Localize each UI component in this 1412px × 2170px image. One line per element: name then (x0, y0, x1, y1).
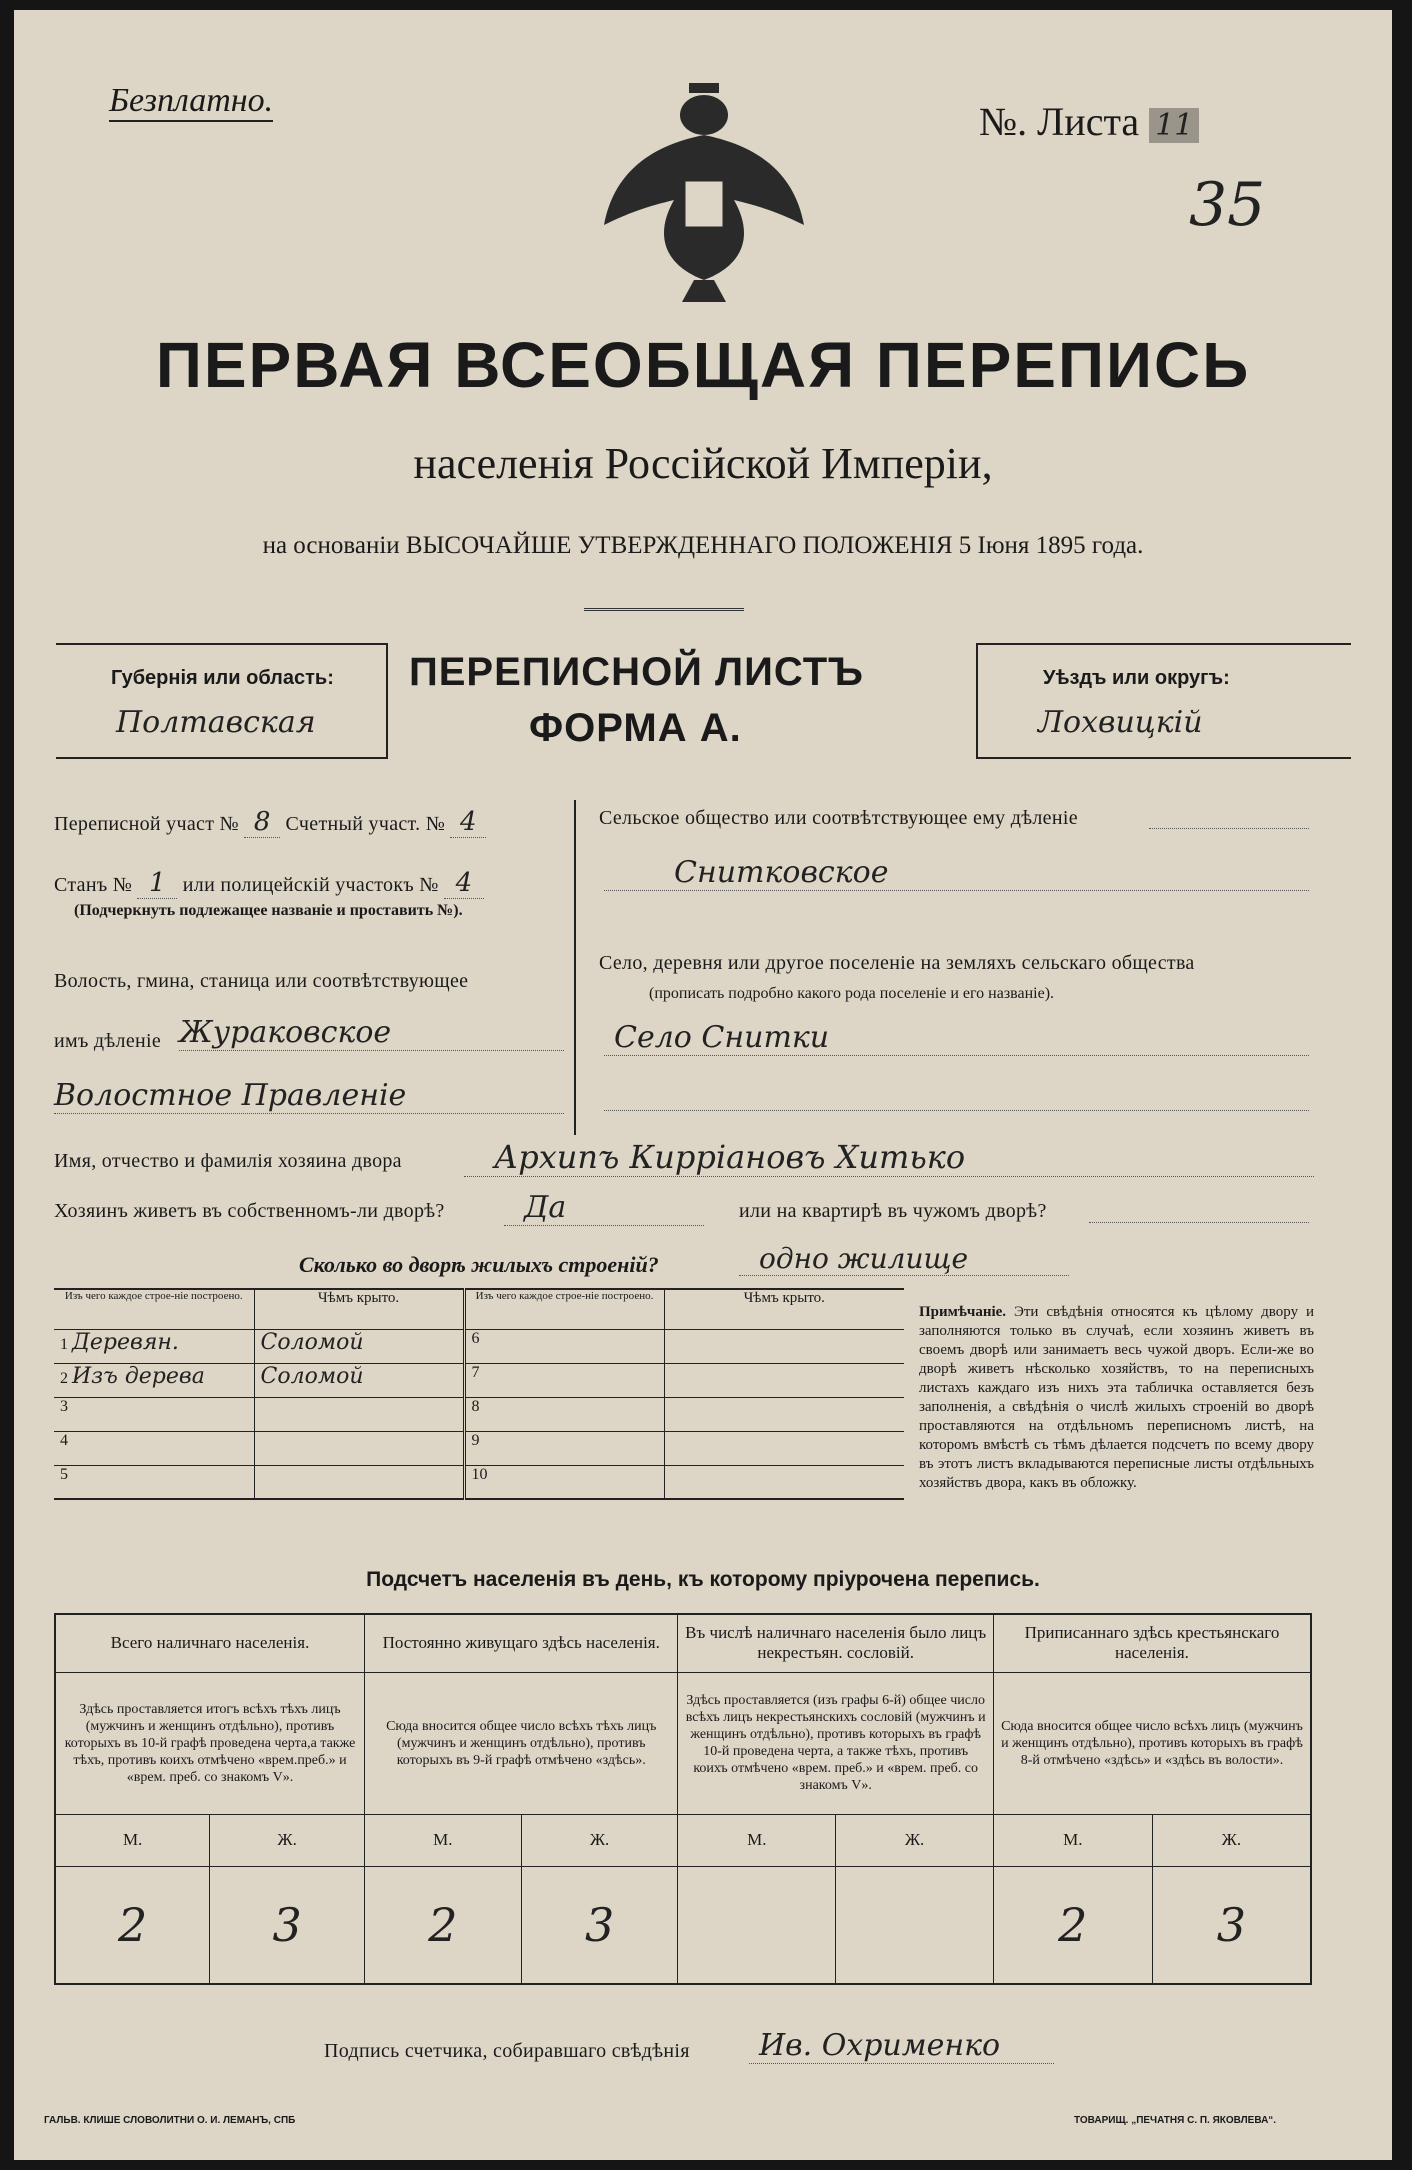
row-7-material (464, 1363, 664, 1397)
peasant-m-value: 2 (993, 1866, 1152, 1984)
schetny-value: 4 (450, 807, 486, 838)
row-4-material (54, 1431, 254, 1465)
village-label: Село, деревня или другое поселеніе на земляхъ сельскаго общества (599, 952, 1195, 974)
uezd-box (976, 643, 1351, 759)
society-value: Снитковское (604, 855, 1309, 891)
signature-label: Подпись счетчика, собиравшаго свѣдѣнія (324, 2040, 690, 2062)
owner-label: Имя, отчество и фамилія хозяина двора (54, 1150, 402, 1172)
table-row (54, 1329, 904, 1363)
total-m-value: 2 (55, 1866, 210, 1984)
material-value: Изъ дерева (72, 1363, 205, 1389)
row-3-material (54, 1397, 254, 1431)
uezd-label: Уѣздъ или округъ: (1043, 667, 1230, 689)
stan-label: Станъ № (54, 874, 133, 896)
row-number: 9 (471, 1431, 480, 1449)
note-block (919, 1303, 1314, 1493)
row-number: 6 (471, 1329, 480, 1347)
row-number: 7 (471, 1363, 480, 1381)
buildings-value: одно жилище (739, 1242, 1069, 1276)
underline-note: (Подчеркнуть подлежащее названіе и проставить №). (74, 902, 463, 919)
free-label: Безплатно. (109, 82, 273, 122)
pop-head-permanent: Постоянно живущаго здѣсь населенія. (365, 1614, 678, 1672)
row-number: 8 (471, 1397, 480, 1415)
own-yard-label: Хозяинъ живетъ въ собственномъ-ли дворѣ? (54, 1200, 445, 1222)
row-3-roof (254, 1397, 464, 1431)
row-9-roof (664, 1431, 904, 1465)
row-10-material (464, 1465, 664, 1499)
fields-divider (574, 800, 576, 1135)
row-9-material (464, 1431, 664, 1465)
row-8-roof (664, 1397, 904, 1431)
sheet-number-label: №. Листа (979, 99, 1140, 144)
census-subtitle: населенія Россійской Имперіи, (413, 439, 993, 488)
ornament-divider (584, 608, 744, 611)
volost-label-2: имъ дѣленіе (54, 1030, 162, 1052)
sheet-number-value: 11 (1149, 108, 1199, 143)
row-2-material (54, 1363, 254, 1397)
zh-label: Ж. (836, 1814, 994, 1866)
signature-value: Ив. Охрименко (749, 2028, 1054, 2064)
row-number: 4 (60, 1431, 68, 1449)
stan-value: 1 (137, 868, 177, 899)
material-value: Деревян. (72, 1329, 179, 1355)
row-number: 3 (60, 1397, 68, 1415)
permanent-m-value: 2 (365, 1866, 522, 1984)
m-label: М. (55, 1814, 210, 1866)
buildings-label: Сколько во дворѣ жилыхъ строеній? (299, 1252, 659, 1277)
uezd-value: Лохвицкій (1038, 705, 1203, 740)
imperial-eagle-icon (594, 75, 814, 305)
schetny-label: Счетный участ. № (285, 813, 446, 835)
printer-left: ГАЛЬВ. КЛИШЕ СЛОВОЛИТНИ О. И. ЛЕМАНЪ, СПБ (44, 2115, 296, 2126)
police-value: 4 (444, 868, 484, 899)
note-text: Эти свѣдѣнія относятся къ цѣлому двору и заполняются только въ случаѣ, если хозяинъ живетъ въ своемъ дворѣ или занимаетъ весь чужой дворъ. Если-же во дворѣ живетъ нѣсколько хозяйствъ, то на переписныхъ листахъ каждаго изъ нихъ эта табличка оставляется безъ заполненія, а свѣдѣнія о числѣ жилыхъ строеній во дворѣ проставляются на отдѣльномъ переписномъ листѣ, на которомъ вмѣстѣ съ тѣмъ дѣлается подсчетъ по всему двору въ этотъ листъ вкладываются переписные листы отдѣльныхъ хозяйствъ двора, какъ въ обложку. (919, 1304, 1314, 1491)
table-row (54, 1363, 904, 1397)
form-title: ПЕРЕПИСНОЙ ЛИСТЪ (409, 650, 864, 694)
census-basis: на основаніи ВЫСОЧАЙШЕ УТВЕРЖДЕННАГО ПОЛОЖЕНІЯ 5 Іюня 1895 года. (262, 532, 1144, 559)
population-title: Подсчетъ населенія въ день, къ которому пріурочена перепись. (366, 1568, 1040, 1591)
pop-desc-permanent: Сюда вносится общее число всѣхъ тѣхъ лицъ (мужчинъ и женщинъ отдѣльно), противъ которыхъ въ 9-й графѣ отмѣчено «здѣсь». (365, 1672, 678, 1814)
permanent-zh-value: 3 (521, 1866, 678, 1984)
col-roof-right: Чѣмъ крыто. (664, 1289, 904, 1329)
volost-value-2: Волостное Правленіе (54, 1078, 564, 1114)
pop-desc-peasant: Сюда вносится общее число всѣхъ лицъ (мужчинъ и женщинъ отдѣльно), противъ которыхъ въ графѣ 8-й отмѣчено «здѣсь» и «здѣсь въ волости». (993, 1672, 1311, 1814)
zh-label: Ж. (1152, 1814, 1311, 1866)
total-zh-value: 3 (210, 1866, 365, 1984)
own-yard-value: Да (504, 1190, 704, 1226)
zh-label: Ж. (521, 1814, 678, 1866)
row-5-material (54, 1465, 254, 1499)
buildings-table (54, 1288, 904, 1500)
uchastok-value: 8 (244, 807, 280, 838)
volost-label: Волость, гмина, станица или соотвѣтствующее (54, 970, 469, 992)
m-label: М. (365, 1814, 522, 1866)
form-name: ФОРМА А. (529, 706, 742, 750)
col-material-left: Изъ чего каждое строе-ніе построено. (54, 1289, 254, 1329)
col-material-right: Изъ чего каждое строе-ніе построено. (464, 1289, 664, 1329)
row-10-roof (664, 1465, 904, 1499)
gubernia-value: Полтавская (116, 705, 316, 740)
rent-label: или на квартирѣ въ чужомъ дворѣ? (739, 1200, 1047, 1222)
col-roof-left: Чѣмъ крыто. (254, 1289, 464, 1329)
society-label: Сельское общество или соотвѣтствующее ему дѣленіе (599, 807, 1078, 829)
sheet-number (979, 98, 1199, 145)
uchastok-field (54, 807, 486, 838)
owner-value: Архипъ Кирріановъ Хитько (464, 1138, 1314, 1177)
printer-right: ТОВАРИЩ. „ПЕЧАТНЯ С. П. ЯКОВЛЕВА“. (1074, 2115, 1277, 2126)
row-4-roof (254, 1431, 464, 1465)
table-row (54, 1397, 904, 1431)
non-peasant-m-value (678, 1866, 836, 1984)
row-2-roof: Соломой (254, 1363, 464, 1397)
table-row (54, 1431, 904, 1465)
note-title: Примѣчаніе. (919, 1304, 1007, 1320)
society-label-line (1149, 828, 1309, 829)
row-number: 2 (60, 1369, 68, 1387)
row-6-material (464, 1329, 664, 1363)
m-label: М. (678, 1814, 836, 1866)
archive-stamp-number: 35 (1189, 170, 1266, 240)
peasant-zh-value: 3 (1152, 1866, 1311, 1984)
uchastok-label: Переписной участ № (54, 813, 239, 835)
row-number: 10 (471, 1465, 488, 1483)
village-value: Село Снитки (604, 1020, 1309, 1056)
non-peasant-zh-value (836, 1866, 994, 1984)
pop-head-non-peasant: Въ числѣ наличнаго населенія было лицъ некрестьян. сословій. (678, 1614, 994, 1672)
row-number: 1 (60, 1335, 68, 1353)
row-1-material (54, 1329, 254, 1363)
stan-field (54, 868, 484, 899)
pop-head-peasant: Приписаннаго здѣсь крестьянскаго населенія. (993, 1614, 1311, 1672)
row-5-roof (254, 1465, 464, 1499)
row-number: 5 (60, 1465, 68, 1483)
rent-line (1089, 1222, 1309, 1223)
table-row (54, 1465, 904, 1499)
pop-desc-total: Здѣсь проставляется итогъ всѣхъ тѣхъ лицъ (мужчинъ и женщинъ отдѣльно), противъ которыхъ въ 10-й графѣ проведена черта,а также тѣхъ, противъ коихъ отмѣчено «врем.преб.» и «врем. преб. со знакомъ V». (55, 1672, 365, 1814)
row-6-roof (664, 1329, 904, 1363)
pop-desc-non-peasant: Здѣсь проставляется (изъ графы 6-й) общее число всѣхъ лицъ некрестьянскихъ сословій (мужчинъ и женщинъ отдѣльно), противъ которыхъ въ графѣ 10-й проведена черта, а также тѣхъ, противъ коихъ отмѣчено «врем. преб.» и «врем. преб. со знакомъ V». (678, 1672, 994, 1814)
census-sheet (14, 10, 1392, 2160)
row-7-roof (664, 1363, 904, 1397)
m-label: М. (993, 1814, 1152, 1866)
population-table (54, 1613, 1312, 1985)
row-1-roof: Соломой (254, 1329, 464, 1363)
gubernia-label: Губернія или область: (111, 667, 334, 689)
village-note: (прописать подробно какого рода поселеніе и его названіе). (649, 985, 1055, 1002)
row-8-material (464, 1397, 664, 1431)
volost-value-1: Жураковское (179, 1015, 564, 1051)
police-label: или полицейскій участокъ № (182, 874, 439, 896)
zh-label: Ж. (210, 1814, 365, 1866)
pop-head-total: Всего наличнаго населенія. (55, 1614, 365, 1672)
gubernia-box (56, 643, 388, 759)
village-extra-line (604, 1110, 1309, 1111)
census-title: ПЕРВАЯ ВСЕОБЩАЯ ПЕРЕПИСЬ (155, 329, 1251, 401)
